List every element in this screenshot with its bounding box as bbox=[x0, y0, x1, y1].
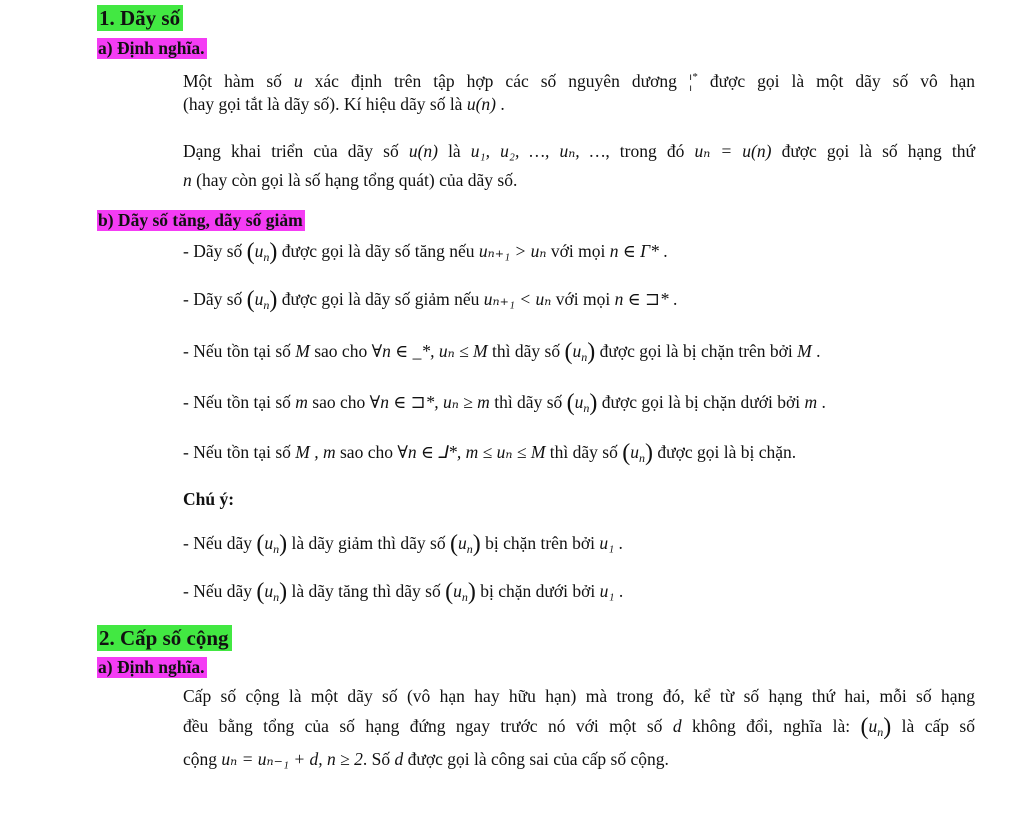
note-title: Chú ý: bbox=[183, 489, 235, 509]
bounded-below-definition: - Nếu tồn tại số m sao cho ∀n ∈ ⊐*, uₙ ≥ m thì dãy số $(u_n)$ được gọi là bị chặn dưới bởi m . bbox=[183, 390, 826, 416]
arithmetic-definition-line-2: đều bằng tổng của số hạng đứng ngay trước nó với một số d không đổi, nghĩa là: $(u_n)$ là cấp số bbox=[183, 714, 975, 740]
expansion-line-1: Dạng khai triển của dãy số u(n) là u₁, u₂, …, uₙ, …, trong đó uₙ = u(n) được gọi là số hạng thứ bbox=[183, 141, 975, 161]
section-2a-heading: a) Định nghĩa. bbox=[98, 657, 205, 677]
section-1a-heading: a) Định nghĩa. bbox=[98, 38, 205, 58]
arithmetic-definition-line-1: Cấp số cộng là một dãy số (vô hạn hay hữu hạn) mà trong đó, kể từ số hạng thứ hai, mỗi số hạng bbox=[183, 686, 975, 706]
note-line-1: - Nếu dãy $(u_n)$ là dãy giảm thì dãy số $(u_n)$ bị chặn trên bởi u₁ . bbox=[183, 531, 623, 557]
bounded-definition: - Nếu tồn tại số M , m sao cho ∀n ∈ ⅃*, m ≤ uₙ ≤ M thì dãy số $(u_n)$ được gọi là bị chặn. bbox=[183, 440, 797, 466]
note-line-2: - Nếu dãy $(u_n)$ là dãy tăng thì dãy số $(u_n)$ bị chặn dưới bởi u₁ . bbox=[183, 579, 624, 605]
bounded-above-definition: - Nếu tồn tại số M sao cho ∀n ∈ _*, uₙ ≤ M thì dãy số $(u_n)$ được gọi là bị chặn trên bởi M . bbox=[183, 339, 821, 365]
section-1b-heading: b) Dãy số tăng, dãy số giảm bbox=[98, 210, 303, 230]
section-1-heading: 1. Dãy số bbox=[97, 5, 183, 31]
section-2-heading: 2. Cấp số cộng bbox=[97, 625, 232, 651]
definition-line-2: (hay gọi tắt là dãy số). Kí hiệu dãy số là u(n) . bbox=[183, 94, 505, 114]
expansion-line-2: n (hay còn gọi là số hạng tổng quát) của dãy số. bbox=[183, 170, 518, 190]
definition-line-1: Một hàm số u xác định trên tập hợp các số nguyên dương ¦* được gọi là một dãy số vô hạn bbox=[183, 71, 975, 91]
arithmetic-definition-line-3: cộng uₙ = uₙ₋₁ + d, n ≥ 2. Số d được gọi là công sai của cấp số cộng. bbox=[183, 749, 669, 769]
decreasing-definition: - Dãy số $(u_n)$ được gọi là dãy số giảm nếu uₙ₊₁ < uₙ với mọi n ∈ ⊐* . bbox=[183, 287, 678, 313]
increasing-definition: - Dãy số $(u_n)$ được gọi là dãy số tăng nếu uₙ₊₁ > uₙ với mọi n ∈ Γ* . bbox=[183, 239, 668, 265]
